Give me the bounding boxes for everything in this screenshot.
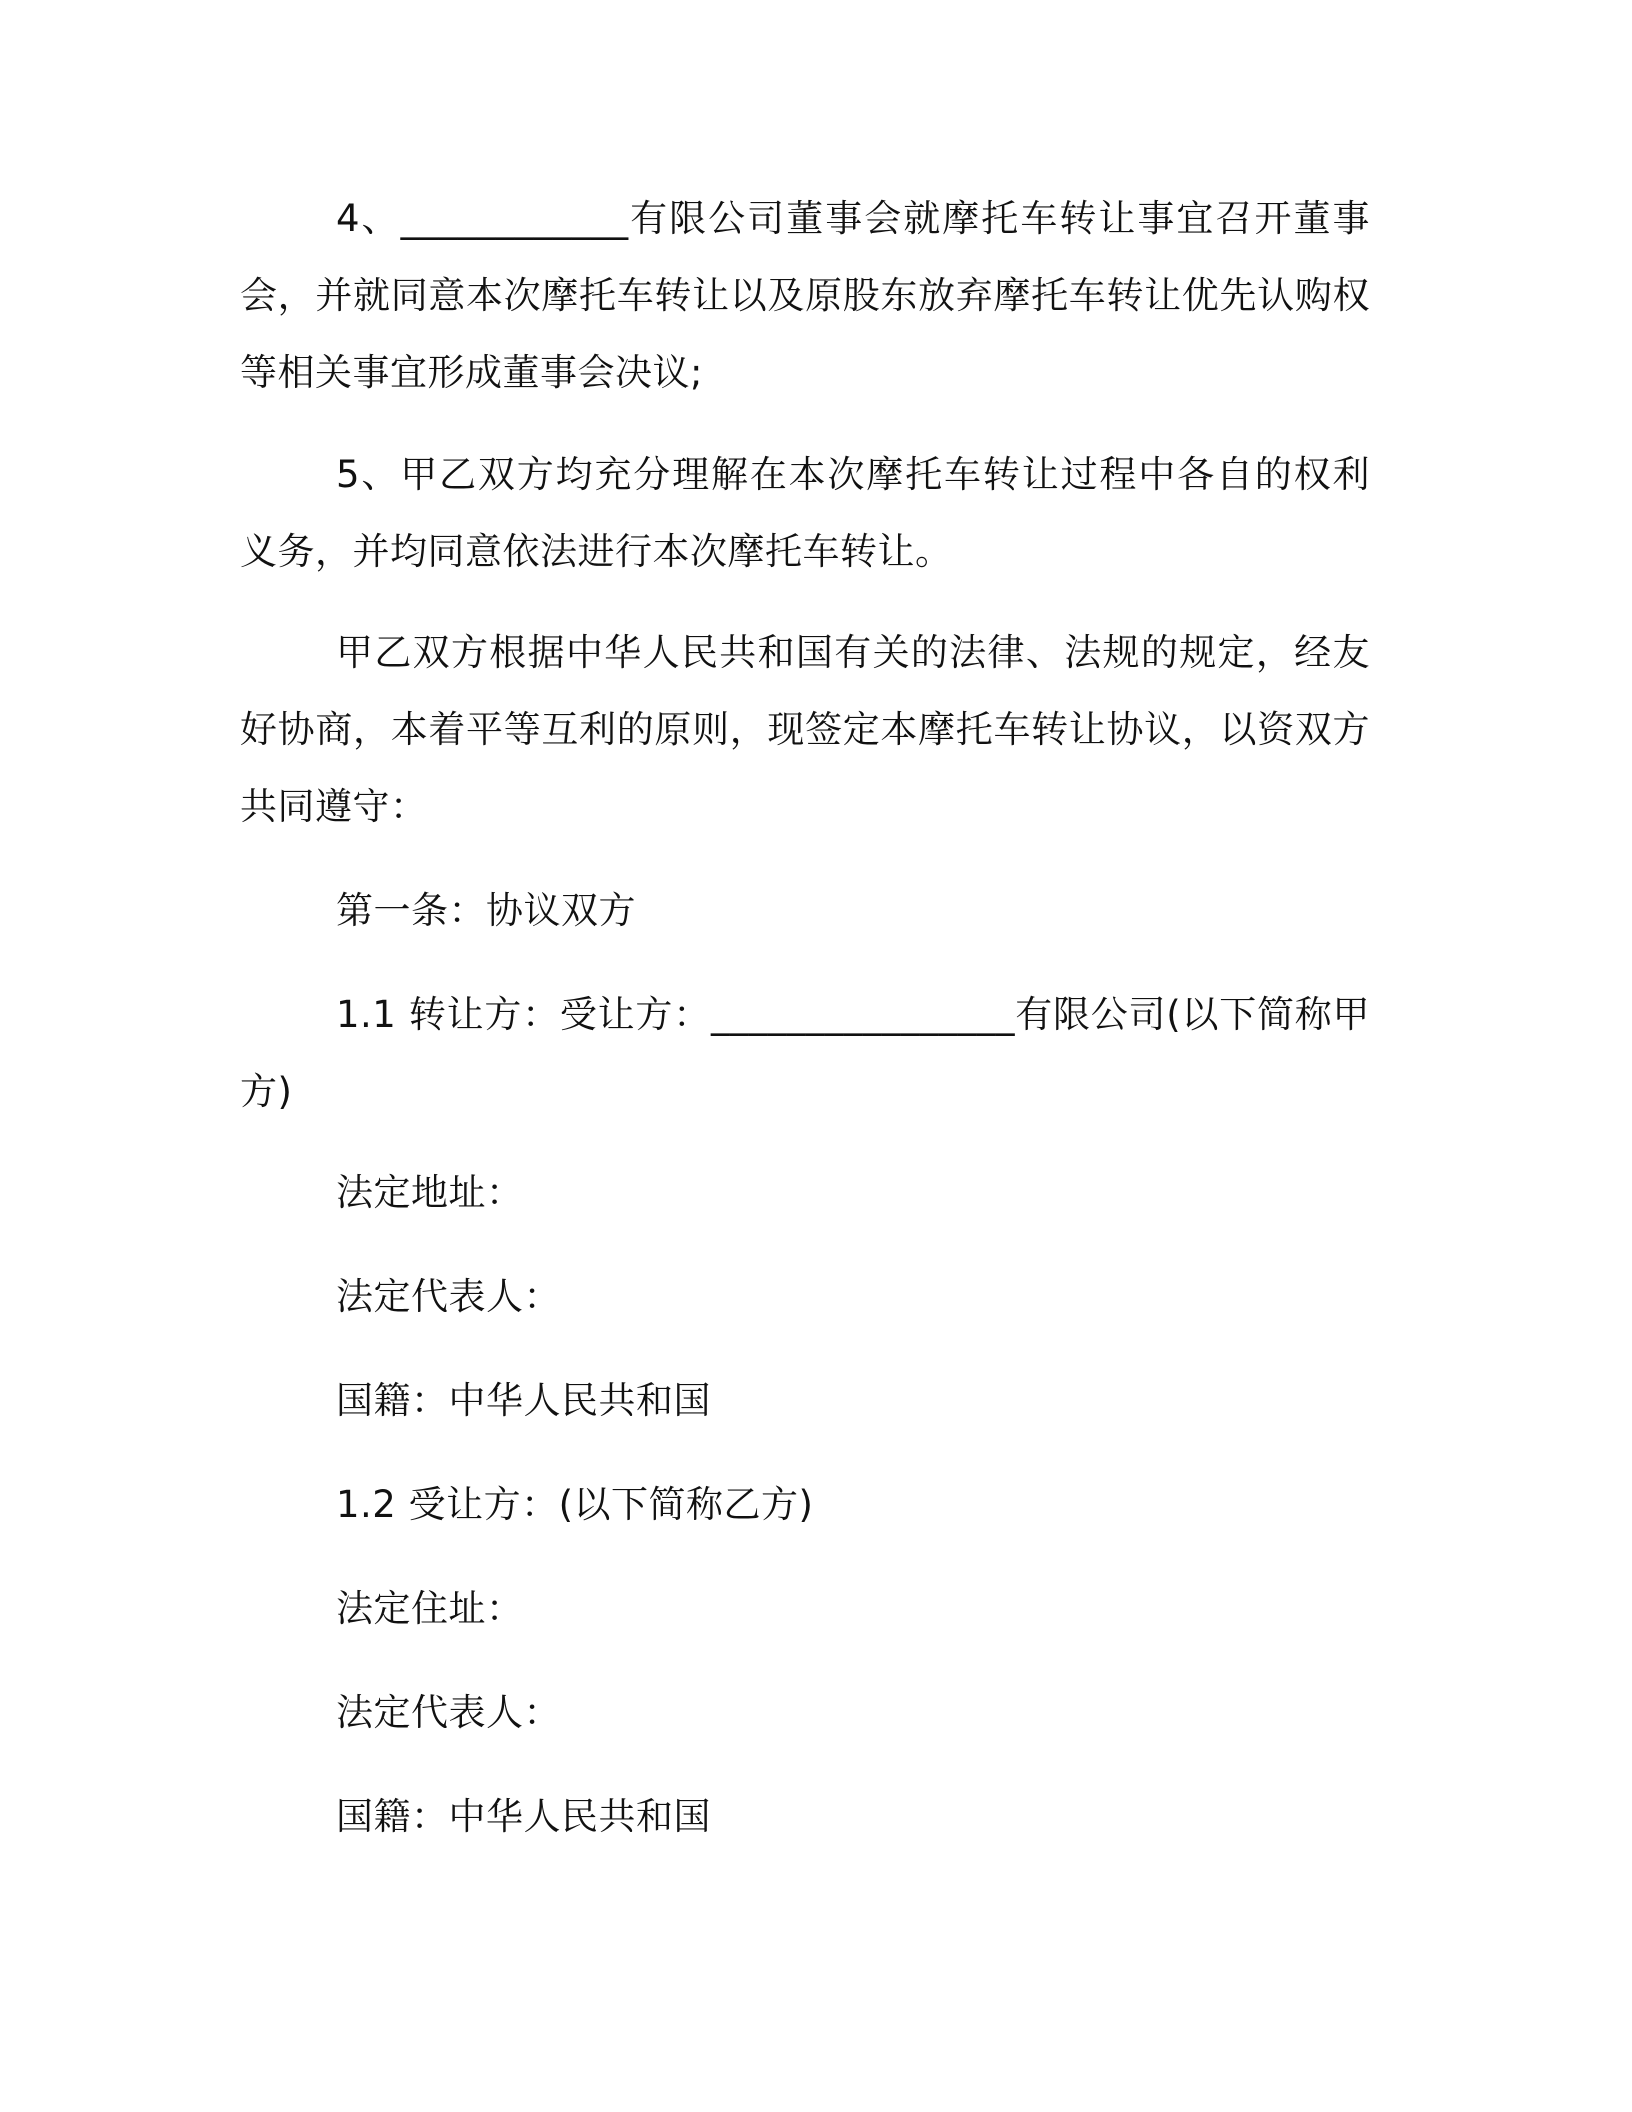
paragraph-item-5: 5、甲乙双方均充分理解在本次摩托车转让过程中各自的权利义务，并均同意依法进行本次摩托车转让。 xyxy=(240,453,1370,573)
party-b-nationality: 国籍：中华人民共和国 xyxy=(336,1795,711,1838)
party-b-address-label: 法定住址： xyxy=(336,1587,524,1630)
party-a-address-label: 法定地址： xyxy=(336,1171,524,1214)
party-a-representative-label: 法定代表人： xyxy=(336,1275,561,1318)
party-a-nationality: 国籍：中华人民共和国 xyxy=(336,1379,711,1422)
paragraph-item-4: 4、____________有限公司董事会就摩托车转让事宜召开董事会，并就同意本次摩托车转让以及原股东放弃摩托车转让优先认购权等相关事宜形成董事会决议; xyxy=(240,197,1370,394)
party-b-representative-label: 法定代表人： xyxy=(336,1691,561,1734)
party-b-line: 1.2 受让方：(以下简称乙方) xyxy=(336,1483,814,1526)
article-1-heading: 第一条：协议双方 xyxy=(336,889,636,932)
paragraph-intro: 甲乙双方根据中华人民共和国有关的法律、法规的规定，经友好协商，本着平等互利的原则，现签定本摩托车转让协议，以资双方共同遵守： xyxy=(240,631,1370,828)
party-a-line: 1.1 转让方：受让方：________________有限公司(以下简称甲方) xyxy=(240,993,1370,1113)
